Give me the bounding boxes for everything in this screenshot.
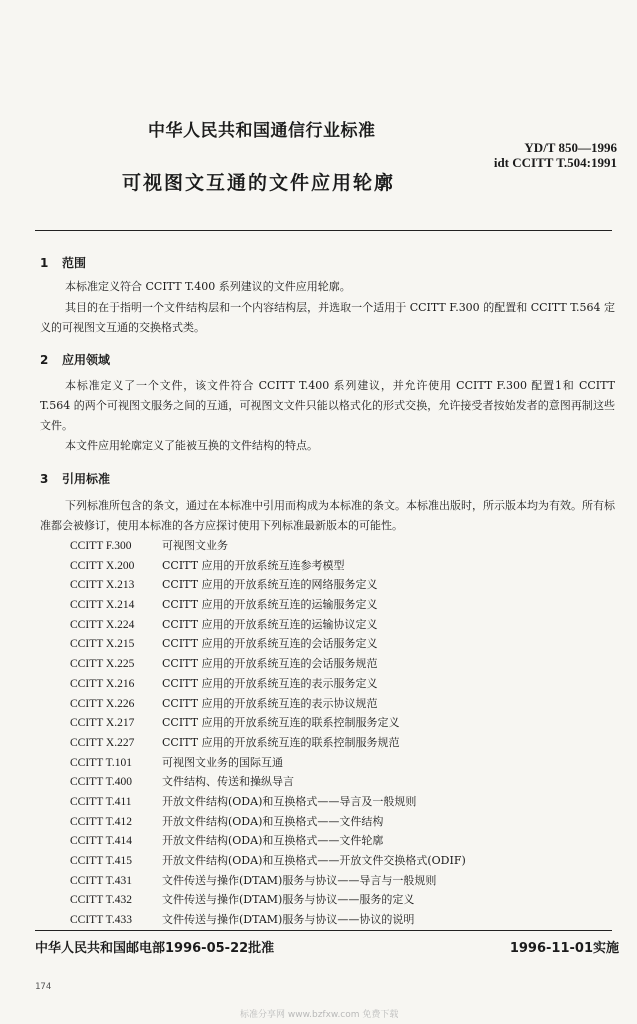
reference-title: CCITT 应用的开放系统互连的运输协议定义	[162, 617, 378, 631]
reference-item	[70, 713, 620, 733]
section-number: 3	[40, 472, 49, 486]
reference-title: CCITT 应用的开放系统互连的运输服务定义	[162, 598, 378, 612]
reference-code: CCITT T.412	[70, 815, 132, 828]
section-1-heading	[40, 254, 86, 271]
document-title: 可视图文互通的文件应用轮廓	[122, 172, 396, 194]
reference-item	[70, 674, 620, 694]
section-title: 范围	[62, 256, 87, 270]
reference-item	[70, 831, 620, 851]
reference-item	[70, 694, 620, 714]
reference-code: CCITT T.433	[70, 914, 132, 927]
equivalent-standard-number: idt CCITT T.504:1991	[493, 155, 617, 170]
reference-title: CCITT 应用的开放系统互连的表示服务定义	[162, 676, 378, 690]
reference-title: 开放文件结构(ODA)和互换格式——文件结构	[162, 814, 384, 828]
reference-title: CCITT 应用的开放系统互连的网络服务定义	[162, 578, 378, 592]
reference-code: CCITT X.214	[70, 599, 135, 612]
section-2-paragraph-2: 本文件应用轮廓定义了能被互换的文件结构的特点。	[65, 439, 318, 452]
section-title: 引用标准	[62, 472, 111, 486]
section-2-heading	[40, 351, 110, 368]
section-title: 应用领域	[62, 353, 111, 367]
reference-code: CCITT T.432	[70, 894, 132, 907]
standard-number-block	[494, 140, 617, 170]
reference-code: CCITT T.415	[70, 855, 132, 867]
page-number: 174	[35, 982, 52, 992]
reference-item	[70, 792, 620, 812]
reference-title: 开放文件结构(ODA)和互换格式——文件轮廓	[162, 834, 384, 848]
reference-item	[70, 733, 620, 753]
reference-title: CCITT 应用的开放系统互连的会话服务定义	[162, 637, 378, 651]
reference-item	[70, 575, 620, 595]
reference-title: 开放文件结构(ODA)和互换格式——开放文件交换格式(ODIF)	[162, 854, 466, 867]
reference-title: 文件传送与操作(DTAM)服务与协议——协议的说明	[162, 913, 415, 927]
header-divider	[35, 230, 612, 231]
reference-item	[70, 890, 620, 910]
reference-item	[70, 910, 620, 930]
reference-code: CCITT X.226	[70, 697, 135, 710]
reference-code: CCITT X.227	[70, 736, 135, 749]
reference-item	[70, 595, 620, 615]
reference-code: CCITT X.215	[70, 638, 135, 651]
reference-item	[70, 753, 620, 773]
reference-code: CCITT X.200	[70, 559, 135, 572]
reference-code: CCITT T.414	[70, 835, 132, 848]
reference-code: CCITT T.411	[70, 795, 132, 808]
reference-code: CCITT T.101	[70, 756, 132, 769]
reference-code: CCITT X.216	[70, 677, 135, 690]
reference-item	[70, 615, 620, 635]
footer-divider	[35, 930, 612, 931]
reference-item	[70, 812, 620, 832]
implementation-date: 1996-11-01实施	[509, 941, 619, 956]
reference-title: CCITT 应用的开放系统互连的表示协议规范	[162, 696, 378, 710]
reference-title: 可视图文业务	[162, 539, 228, 552]
reference-code: CCITT T.431	[70, 874, 132, 887]
reference-item	[70, 772, 620, 792]
reference-code: CCITT X.224	[70, 618, 135, 631]
reference-item	[70, 654, 620, 674]
section-number: 2	[40, 353, 49, 367]
reference-code: CCITT X.217	[70, 717, 135, 730]
reference-item	[70, 871, 620, 891]
reference-code: CCITT F.300	[70, 540, 132, 552]
reference-code: CCITT X.225	[70, 658, 135, 671]
reference-title: 文件传送与操作(DTAM)服务与协议——服务的定义	[162, 893, 415, 907]
reference-title: CCITT 应用的开放系统互连的联系控制服务规范	[162, 735, 400, 749]
reference-item	[70, 851, 620, 871]
section-1-paragraph-2: 其目的在于指明一个文件结构层和一个内容结构层，并选取一个适用于 CCITT F.300 的配置和 CCITT T.564 定义的可视图文互通的交换格式类。	[40, 301, 615, 334]
reference-title: CCITT 应用的开放系统互连的联系控制服务定义	[162, 716, 400, 730]
reference-list	[70, 536, 620, 930]
reference-item	[70, 556, 620, 576]
reference-item	[70, 536, 620, 556]
standard-number: YD/T 850—1996	[524, 140, 617, 155]
section-3-heading	[40, 470, 110, 487]
reference-title: 文件结构、传送和操纵导言	[162, 775, 294, 789]
approval-line: 中华人民共和国邮电部1996-05-22批准	[35, 941, 275, 956]
reference-title: CCITT 应用的开放系统互连参考模型	[162, 558, 345, 572]
reference-code: CCITT X.213	[70, 579, 135, 592]
watermark: 标准分享网 www.bzfxw.com 免费下载	[240, 1010, 399, 1020]
reference-title: 可视图文业务的国际互通	[162, 755, 283, 769]
issuer-title: 中华人民共和国通信行业标准	[148, 121, 376, 141]
section-1-paragraph-1: 本标准定义符合 CCITT T.400 系列建议的文件应用轮廓。	[65, 280, 351, 293]
section-3-paragraph-1: 下列标准所包含的条文，通过在本标准中引用而构成为本标准的条文。本标准出版时，所示版本均为有效。所有标准都会被修订，使用本标准的各方应探讨使用下列标准最新版本的可能性。	[40, 499, 615, 532]
section-number: 1	[40, 256, 49, 270]
section-2-paragraph-1: 本标准定义了一个文件，该文件符合 CCITT T.400 系列建议，并允许使用 CCITT F.300 配置1和 CCITT T.564 的两个可视图文服务之间的互通，可视图文文件只能以格式化的形式交换，允许接受者按始发者的意图再制这些文件。	[40, 379, 615, 432]
reference-title: 开放文件结构(ODA)和互换格式——导言及一般规则	[162, 794, 417, 808]
reference-title: CCITT 应用的开放系统互连的会话服务规范	[162, 657, 378, 671]
reference-code: CCITT T.400	[70, 776, 132, 789]
reference-title: 文件传送与操作(DTAM)服务与协议——导言与一般规则	[162, 873, 437, 887]
reference-item	[70, 634, 620, 654]
